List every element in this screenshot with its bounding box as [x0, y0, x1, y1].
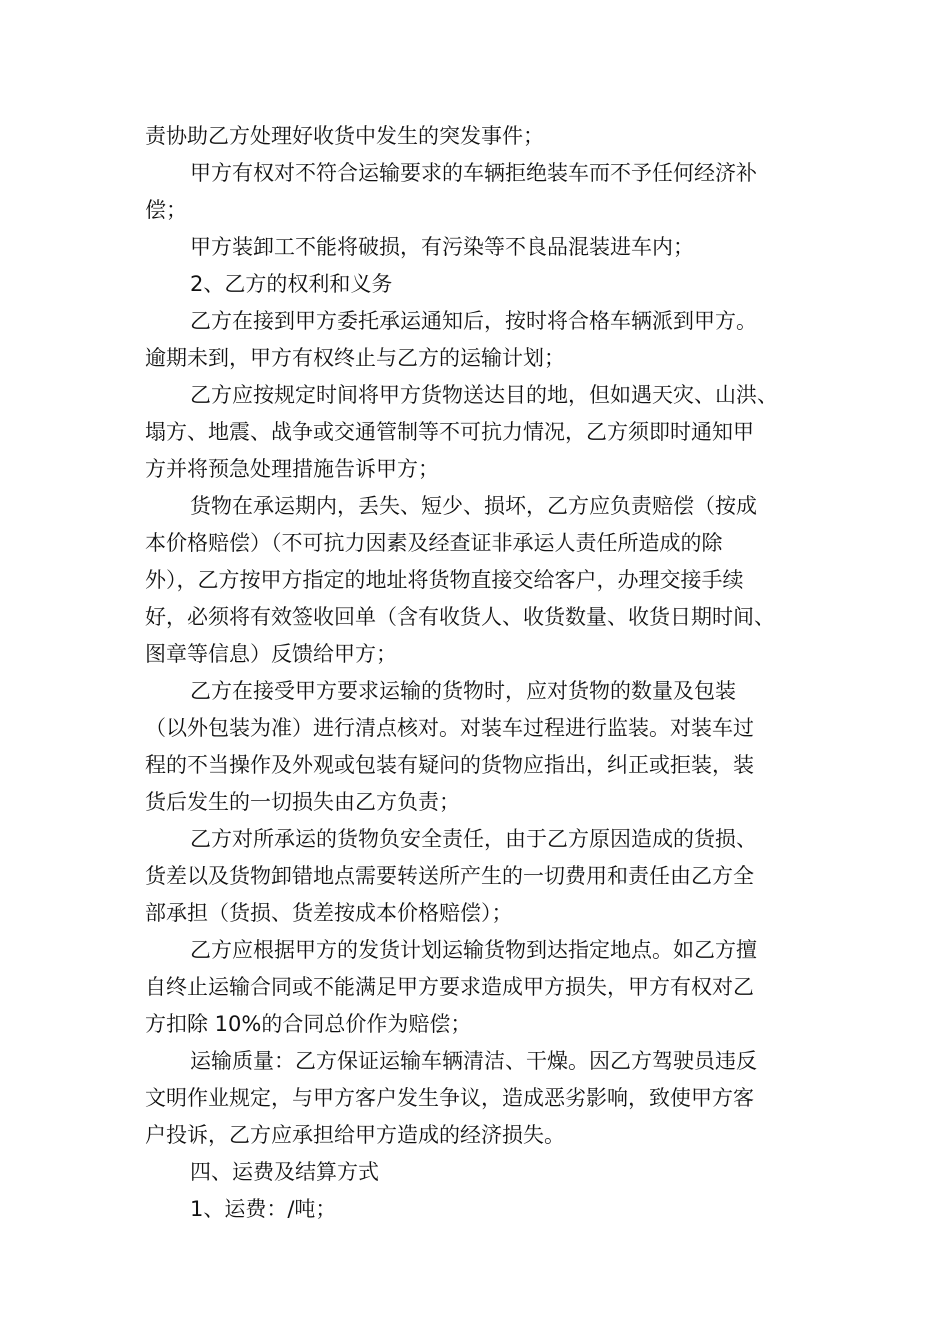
text-line: 偿； — [145, 198, 187, 222]
text-line: 货差以及货物卸错地点需要转送所产生的一切费用和责任由乙方全 — [145, 864, 754, 888]
text-line: 1、运费：/吨； — [190, 1197, 337, 1221]
text-line: 户投诉，乙方应承担给甲方造成的经济损失。 — [145, 1123, 565, 1147]
text-line: 方并将预急处理措施告诉甲方； — [145, 457, 439, 481]
text-line: 程的不当操作及外观或包装有疑问的货物应指出，纠正或拒装，装 — [145, 753, 754, 777]
text-line: 部承担（货损、货差按成本价格赔偿）； — [145, 901, 513, 925]
text-line: 2、乙方的权利和义务 — [190, 272, 393, 296]
text-line: 乙方应按规定时间将甲方货物送达目的地，但如遇天灾、山洪、 — [190, 383, 778, 407]
text-line: 乙方对所承运的货物负安全责任，由于乙方原因造成的货损、 — [190, 827, 757, 851]
text-line: 本价格赔偿）（不可抗力因素及经查证非承运人责任所造成的除 — [145, 531, 723, 555]
text-line: 乙方在接受甲方要求运输的货物时，应对货物的数量及包装 — [190, 679, 736, 703]
text-line: 甲方有权对不符合运输要求的车辆拒绝装车而不予任何经济补 — [190, 161, 757, 185]
text-line: 方扣除 10%的合同总价作为赔偿； — [145, 1012, 472, 1036]
text-line: 外），乙方按甲方指定的地址将货物直接交给客户，办理交接手续 — [145, 568, 744, 592]
text-line: 货物在承运期内，丢失、短少、损坏，乙方应负责赔偿（按成 — [190, 494, 757, 518]
text-line: 运输质量：乙方保证运输车辆清洁、干燥。因乙方驾驶员违反 — [190, 1049, 757, 1073]
text-line: 甲方装卸工不能将破损，有污染等不良品混装进车内； — [190, 235, 694, 259]
text-line: 逾期未到，甲方有权终止与乙方的运输计划； — [145, 346, 565, 370]
text-line: 乙方应根据甲方的发货计划运输货物到达指定地点。如乙方擅 — [190, 938, 757, 962]
text-line: 自终止运输合同或不能满足甲方要求造成甲方损失，甲方有权对乙 — [145, 975, 754, 999]
text-line: 货后发生的一切损失由乙方负责； — [145, 790, 460, 814]
text-line: （以外包装为准）进行清点核对。对装车过程进行监装。对装车过 — [145, 716, 754, 740]
text-line: 四、运费及结算方式 — [190, 1160, 379, 1184]
text-line: 责协助乙方处理好收货中发生的突发事件； — [145, 124, 544, 148]
document-body — [145, 118, 825, 1228]
text-line: 乙方在接到甲方委托承运通知后，按时将合格车辆派到甲方。 — [190, 309, 757, 333]
text-line: 好，必须将有效签收回单（含有收货人、收货数量、收货日期时间、 — [145, 605, 775, 629]
text-line: 塌方、地震、战争或交通管制等不可抗力情况，乙方须即时通知甲 — [145, 420, 754, 444]
text-line: 图章等信息）反馈给甲方； — [145, 642, 397, 666]
text-line: 文明作业规定，与甲方客户发生争议，造成恶劣影响，致使甲方客 — [145, 1086, 754, 1110]
